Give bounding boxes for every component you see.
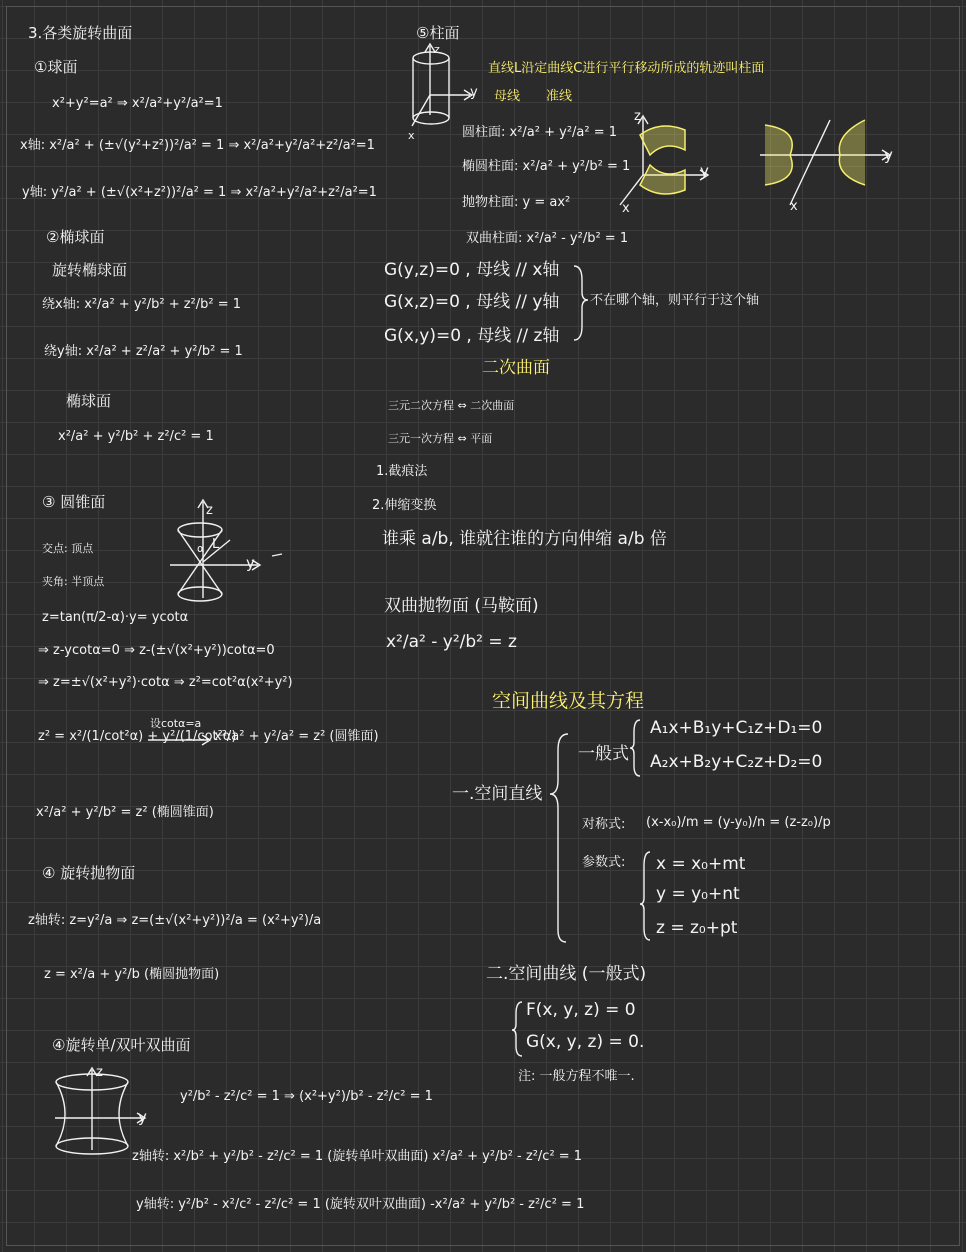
- hyperboloid-title: ④旋转单/双叶双曲面: [52, 1036, 191, 1054]
- sphere-eq3: y轴: y²/a² + (±√(x²+z²))²/a² = 1 ⇒ x²/a²+y²/a²+z²/a²=1: [22, 185, 377, 200]
- ellipsoid-eq3: x²/a² + y²/b² + z²/c² = 1: [58, 429, 214, 444]
- cone-eq4-left: z² = x²/(1/cot²α) + y²/(1/cot²α): [38, 729, 237, 744]
- quadric-line1: 三元二次方程 ⇔ 二次曲面: [388, 399, 515, 412]
- ellipsoid-sub1: 旋转椭球面: [52, 261, 128, 279]
- ellipsoid-title: ②椭球面: [46, 228, 105, 246]
- sketch2-axis-y: y: [884, 146, 893, 164]
- space-line-label: 一.空间直线: [452, 784, 543, 804]
- param-eq3: z = z₀+pt: [656, 918, 738, 938]
- cone-label-L: L: [212, 537, 220, 552]
- method-2-desc: 谁乘 a/b, 谁就往谁的方向伸缩 a/b 倍: [382, 529, 667, 549]
- cone-eq2: ⇒ z-ycotα=0 ⇒ z-(±√(x²+y²))cotα=0: [38, 643, 275, 658]
- symmetric-eq: (x-x₀)/m = (y-y₀)/n = (z-z₀)/p: [646, 815, 831, 830]
- space-curve-title: 空间曲线及其方程: [492, 690, 645, 712]
- cylinder-definition: 直线L沿定曲线C进行平行移动所成的轨迹叫柱面: [488, 61, 765, 76]
- space-curve-label: 二.空间曲线 (一般式): [486, 964, 647, 984]
- cylinder-axis-z: z: [434, 43, 440, 56]
- cone-eq4-arrow-label: 设cotα=a: [150, 717, 202, 730]
- cone-label-alpha: α: [197, 542, 205, 555]
- sketch1-axis-y: y: [700, 162, 709, 180]
- sketch1-axis-z: z: [634, 109, 641, 124]
- ellipse-cylinder-eq: 椭圆柱面: x²/a² + y²/b² = 1: [462, 159, 631, 174]
- param-label: 参数式:: [582, 855, 626, 870]
- param-eq2: y = y₀+nt: [656, 884, 740, 904]
- directrix-label: 准线: [546, 89, 573, 104]
- hyperboloid-eq1: y²/b² - z²/c² = 1 ⇒ (x²+y²)/b² - z²/c² = 1: [180, 1089, 433, 1104]
- cone-vertex-label: 交点: 顶点: [42, 542, 94, 555]
- hyperboloid-axis-z: z: [96, 1065, 103, 1080]
- hyperbolic-paraboloid-title: 双曲抛物面 (马鞍面): [384, 596, 539, 616]
- method-1: 1.截痕法: [376, 464, 428, 479]
- ellipsoid-eq1: 绕x轴: x²/a² + y²/b² + z²/b² = 1: [42, 297, 242, 312]
- cone-axis-y: y: [246, 554, 255, 572]
- sphere-title: ①球面: [34, 58, 78, 76]
- cone-angle-label: 夹角: 半顶点: [42, 575, 105, 588]
- sketch2-axis-x: x: [790, 199, 798, 214]
- hyperboloid-eq3: y轴转: y²/b² - x²/c² - z²/c² = 1 (旋转双叶双曲面) -x²/a² + y²/b² - z²/c² = 1: [136, 1197, 585, 1212]
- hyperbolic-paraboloid-eq: x²/a² - y²/b² = z: [386, 632, 517, 652]
- quadric-title: 二次曲面: [482, 358, 550, 378]
- g-xz-rule: G(x,z)=0 , 母线 // y轴: [384, 292, 560, 312]
- g-xy-rule: G(x,y)=0 , 母线 // z轴: [384, 326, 560, 346]
- cylinder-title: ⑤柱面: [416, 24, 460, 42]
- curve-eq1: F(x, y, z) = 0: [526, 1000, 636, 1020]
- generatrix-label: 母线: [494, 89, 521, 104]
- hyperboloid-axis-y: y: [138, 1108, 147, 1126]
- general-eq2: A₂x+B₂y+C₂z+D₂=0: [650, 752, 823, 772]
- cone-eq4-right: x²/a² + y²/a² = z² (圆锥面): [214, 729, 379, 744]
- cone-eq3: ⇒ z=±√(x²+y²)·cotα ⇒ z²=cot²α(x²+y²): [38, 675, 293, 690]
- cone-eq5: x²/a² + y²/b² = z² (椭圆锥面): [36, 805, 214, 820]
- param-eq1: x = x₀+mt: [656, 854, 746, 874]
- circle-cylinder-eq: 圆柱面: x²/a² + y²/a² = 1: [462, 125, 618, 140]
- rule-note: 不在哪个轴，则平行于这个轴: [590, 293, 760, 308]
- cone-eq1: z=tan(π/2-α)·y= ycotα: [42, 610, 189, 625]
- method-2: 2.伸缩变换: [372, 498, 437, 513]
- symmetric-label: 对称式:: [582, 817, 626, 832]
- paraboloid-eq1: z轴转: z=y²/a ⇒ z=(±√(x²+y²))²/a = (x²+y²)/a: [28, 913, 322, 928]
- cylinder-axis-y: y: [470, 85, 478, 100]
- general-eq1: A₁x+B₁y+C₁z+D₁=0: [650, 718, 823, 738]
- quadric-line2: 三元一次方程 ⇔ 平面: [388, 432, 493, 445]
- curve-note: 注: 一般方程不唯一.: [518, 1069, 635, 1084]
- sphere-eq1: x²+y²=a² ⇒ x²/a²+y²/a²=1: [52, 96, 223, 111]
- cone-title: ③ 圆锥面: [42, 493, 106, 511]
- g-yz-rule: G(y,z)=0 , 母线 // x轴: [384, 260, 560, 280]
- cone-axis-z: z: [206, 503, 213, 518]
- ellipsoid-sub2: 椭球面: [66, 392, 112, 410]
- section-heading: 3.各类旋转曲面: [28, 24, 133, 42]
- sketch1-axis-x: x: [622, 201, 630, 216]
- hyperboloid-eq2: z轴转: x²/b² + y²/b² - z²/c² = 1 (旋转单叶双曲面) x²/a² + y²/b² - z²/c² = 1: [132, 1149, 583, 1164]
- sphere-eq2: x轴: x²/a² + (±√(y²+z²))²/a² = 1 ⇒ x²/a²+y²/a²+z²/a²=1: [20, 138, 375, 153]
- hyperbolic-cylinder-eq: 双曲柱面: x²/a² - y²/b² = 1: [466, 231, 629, 246]
- curve-eq2: G(x, y, z) = 0.: [526, 1032, 645, 1052]
- parabolic-cylinder-eq: 抛物柱面: y = ax²: [462, 195, 571, 210]
- ellipsoid-eq2: 绕y轴: x²/a² + z²/a² + y²/b² = 1: [44, 344, 243, 359]
- cylinder-axis-x: x: [408, 129, 415, 142]
- paraboloid-eq2: z = x²/a + y²/b (椭圆抛物面): [44, 967, 220, 982]
- paraboloid-title: ④ 旋转抛物面: [42, 864, 136, 882]
- general-form-label: 一般式: [578, 744, 629, 764]
